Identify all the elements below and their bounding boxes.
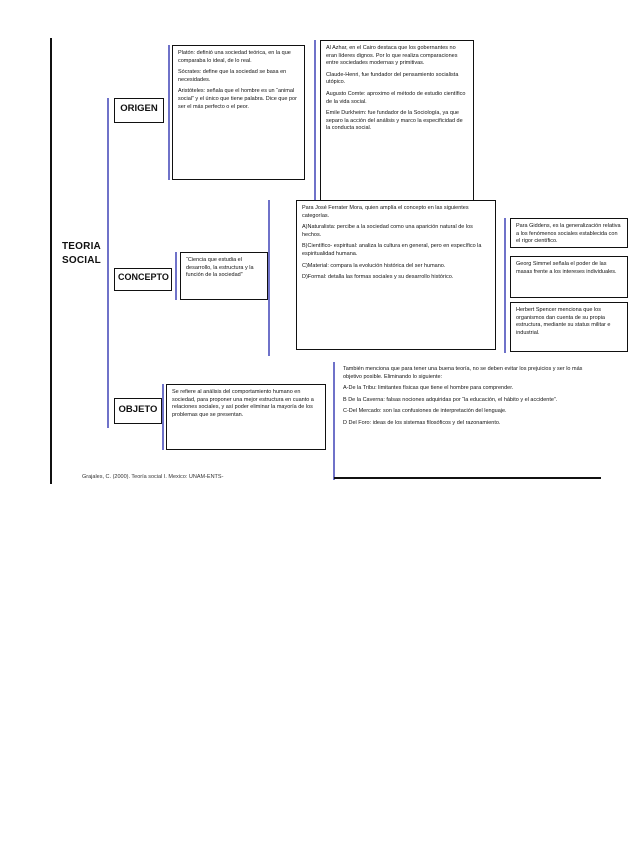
origen-aristotle-text: Aristóteles: señala que el hombre es un “animal social” y el único que tiene palabra. Dice que por ser el más perfecto o el peor.	[178, 88, 297, 110]
concepto-giddens-box	[510, 218, 628, 248]
ferrater-material-text: C)Material: compara la evolución histórica del ser humano.	[302, 262, 446, 269]
objeto-description-box	[166, 384, 326, 450]
giddens-text: Para Giddens, es la generalización relativa a los fenómenos sociales establecida con el rigor científico.	[516, 223, 621, 245]
concepto-bracket-line	[175, 252, 177, 300]
origen-socrates-text: Sócrates: define que la sociedad se basa en necesidades.	[178, 69, 287, 83]
objeto-description-text: Se refiere al análisis del comportamiento humano en sociedad, para proponer una mejor estructura en cuanto a relaciones sociales, y así poder eliminar la mayoría de los problemas que se presentan.	[172, 389, 314, 418]
origen-alazhar-text: Al Azhar, en el Cairo destaca que los gobernantes no eran líderes dignos. Por lo que realiza comparaciones entre sociedades modernas y primitivas.	[326, 45, 458, 67]
concepto-label: CONCEPTO	[118, 272, 169, 282]
origen-label: ORIGEN	[120, 103, 158, 114]
level2-bracket-line	[107, 98, 109, 428]
origen-philosophers-box	[172, 45, 305, 180]
origen-comte-text: Augusto Comte: aproximo el método de estudio científico de la vida social.	[326, 90, 466, 105]
concepto-ferrater-box	[296, 200, 496, 350]
ferrater-intro-text: Para José Ferrater Mora, quien amplía el concepto en las siguientes categorías.	[302, 205, 469, 219]
origen-label-box	[114, 98, 164, 123]
idols-tribu-text: A-De la Tribu: limitantes físicas que tiene el hombre para comprender.	[343, 385, 514, 392]
origen-col2-line	[314, 40, 316, 205]
idols-caverna-text: B De la Caverna: falsas nociones adquiridas por “la educación, el hábito y el accidente”.	[343, 396, 558, 403]
idols-mercado-text: C-Del Mercado: son las confusiones de interpretación del lenguaje.	[343, 408, 507, 415]
idols-intro-text: También menciona que para tener una buena teoría, no se deben evitar los prejuicios y ser lo más objetivo posible. Eliminando lo siguiente:	[343, 366, 583, 380]
origen-plato-text: Platón: definió una sociedad teórica, en la que comparaba lo ideal, de lo real.	[178, 50, 291, 64]
concepto-label-box	[114, 268, 172, 291]
citation: Grajales, C. (2000). Teoría social I. Mexico: UNAM-ENTS-	[82, 474, 224, 480]
origen-claude-henri-text: Claude-Henri, fue fundador del pensamiento socialista utópico.	[326, 71, 459, 86]
concepto-definition-text: “Ciencia que estudia el desarrollo, la estructura y la función de la sociedad”	[186, 257, 254, 279]
simmel-text: Georg Simmel señala el poder de las masas frente a los intereses individuales.	[516, 261, 617, 275]
spencer-text: Herbert Spencer menciona que los organismos dan cuenta de su propia estructura, mediante su status militar e industrial.	[516, 307, 611, 336]
ferrater-cientifico-text: B)Científico- espiritual: analiza la cultura en general, pero en específico la espiritualidad humana.	[302, 243, 482, 257]
concepto-authors-line	[504, 218, 506, 353]
idols-foro-text: D Del Foro: ideas de los sistemas filosóficos y del razonamiento.	[343, 419, 501, 426]
ferrater-naturalista-text: A)Naturalista: percibe a la sociedad como una aparición natural de los hechos.	[302, 224, 473, 238]
objeto-label: OBJETO	[118, 404, 158, 415]
origen-thinkers-box	[320, 40, 474, 205]
origen-durkheim-text: Emile Durkheim: fue fundador de la Sociología, ya que separo la acción del análisis y marco la especificidad de la conducta social.	[326, 110, 463, 132]
ferrater-formal-text: D)Formal: detalla las formas sociales y su desarrollo histórico.	[302, 274, 454, 281]
objeto-idols-bottom-line	[334, 477, 601, 479]
concepto-definition-box	[180, 252, 268, 300]
concepto-ferrater-line	[268, 200, 270, 356]
root-label	[62, 240, 106, 268]
root-label-text: TEORIA SOCIAL	[62, 241, 101, 266]
objeto-bracket-line	[162, 384, 164, 450]
objeto-label-box	[114, 398, 162, 424]
concepto-simmel-box	[510, 256, 628, 298]
objeto-idols-line	[333, 362, 335, 480]
concepto-spencer-box	[510, 302, 628, 352]
origen-bracket-line	[168, 45, 170, 180]
root-bracket-line	[50, 38, 52, 484]
objeto-idols-block	[338, 362, 603, 480]
